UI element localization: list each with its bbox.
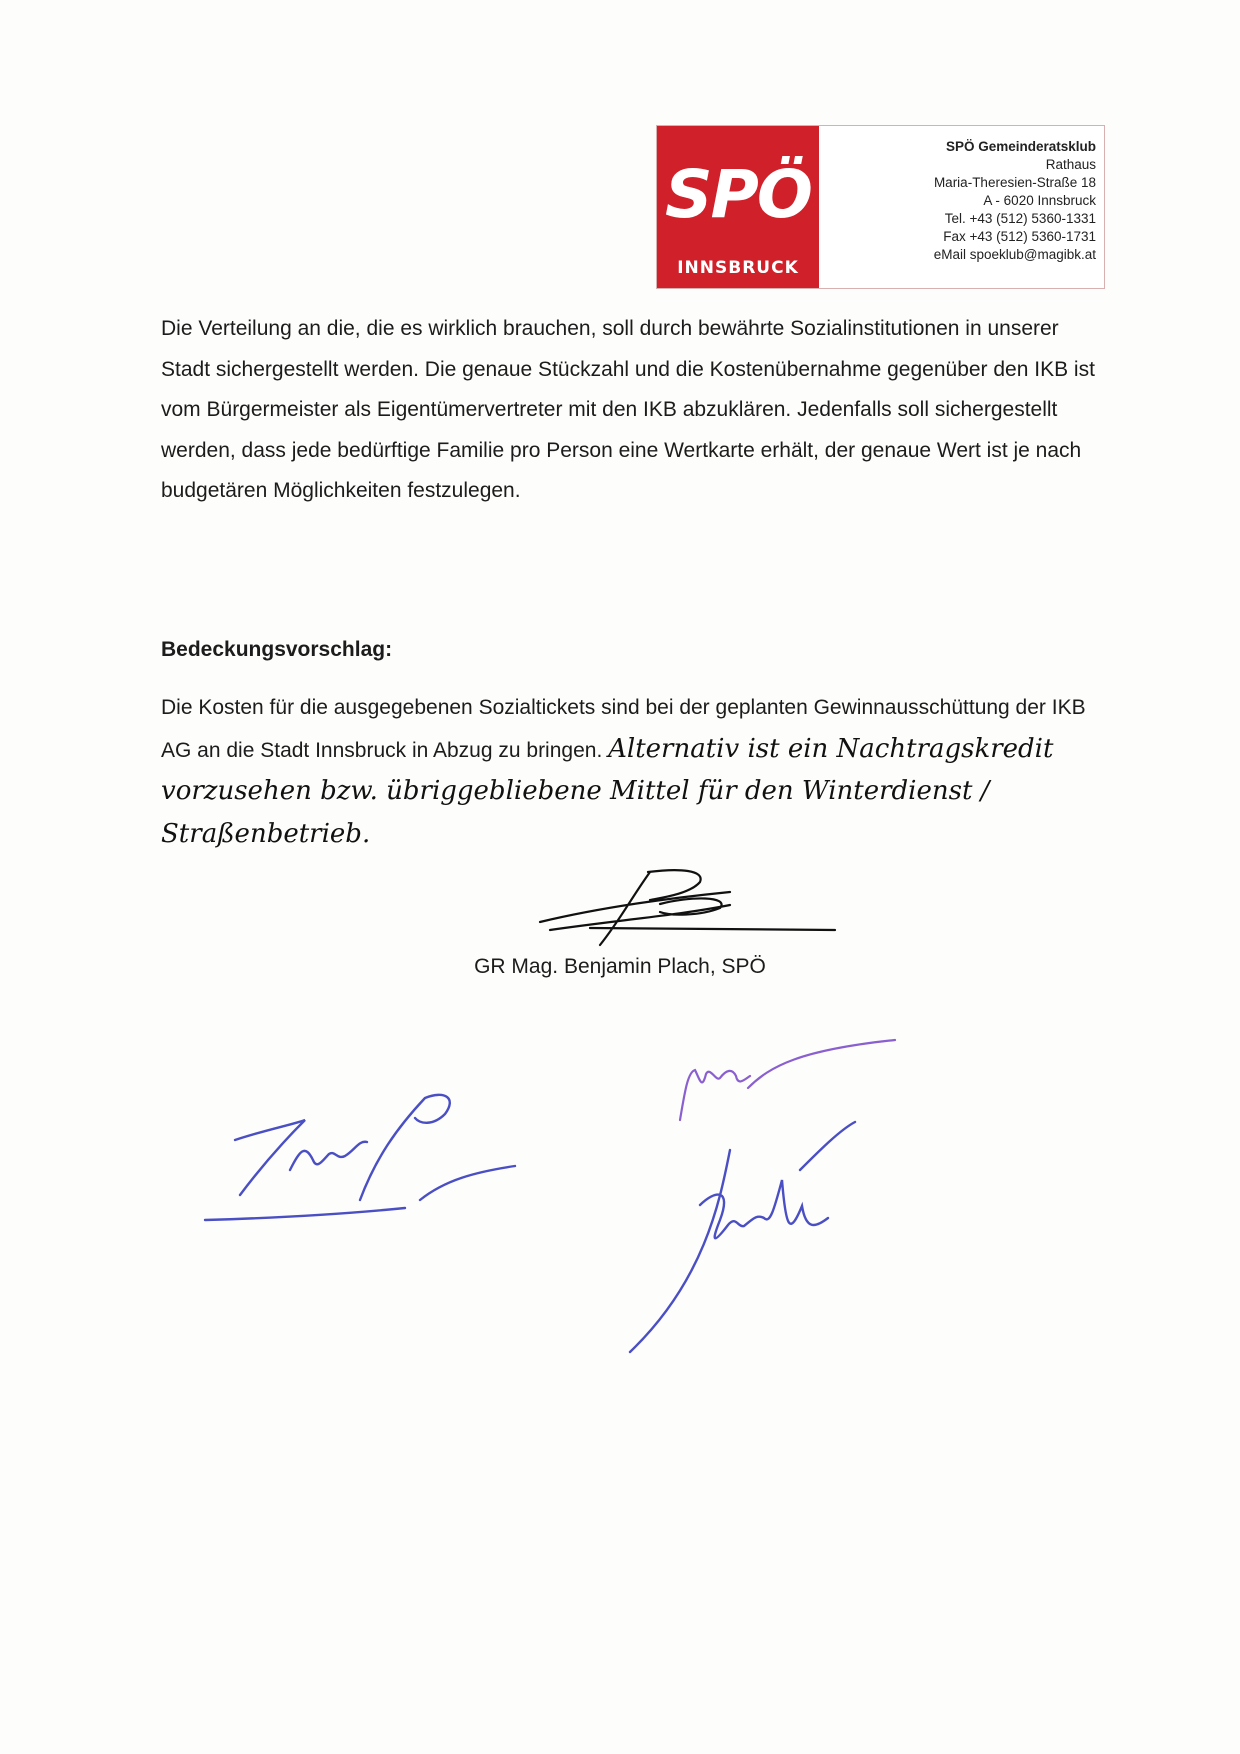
signer-name: GR Mag. Benjamin Plach, SPÖ	[474, 955, 766, 978]
body-paragraph: Die Verteilung an die, die es wirklich brauchen, soll durch bewährte Sozialinstitutionen in unserer Stadt sichergestellt werden. Die genaue Stückzahl und die Kostenübernahme gegenüber den IKB ist vom Bürgermeister als Eigentümervertreter mit den IKB abzuklären. Jedenfalls soll sichergestellt werden, dass jede bedürftige Familie pro Person eine Wertkarte erhält, der genaue Wert ist je nach budgetären Möglichkeiten festzulegen.	[161, 317, 1095, 502]
address-line: Tel. +43 (512) 5360-1331	[944, 211, 1096, 226]
logo-city: INNSBRUCK	[677, 258, 799, 278]
address-line: eMail spoeklub@magibk.at	[933, 247, 1096, 262]
signature-plach	[530, 860, 850, 950]
section-heading: Bedeckungsvorschlag:	[161, 638, 393, 661]
coverage-paragraph	[161, 688, 1099, 856]
signature-right	[620, 1030, 920, 1360]
spoe-logo	[657, 126, 819, 288]
address-line: Fax +43 (512) 5360-1731	[943, 229, 1096, 244]
handwritten-addition: Alternativ ist ein Nachtragskredit vorzusehen bzw. übriggebliebene Mittel für den Winterdienst / Straßenbetrieb.	[161, 733, 1054, 849]
address-line: Rathaus	[1045, 157, 1096, 172]
logo-word: SPÖ	[664, 156, 811, 233]
letterhead	[656, 125, 1105, 289]
address-block	[819, 126, 1104, 288]
signature-left	[195, 1080, 535, 1230]
address-line: Maria-Theresien-Straße 18	[933, 175, 1096, 190]
address-line: SPÖ Gemeinderatsklub	[945, 139, 1096, 154]
address-line: A - 6020 Innsbruck	[983, 193, 1096, 208]
typed-text: Die Kosten für die ausgegebenen Sozialtickets sind bei der geplanten Gewinnausschüttung der IKB AG an die Stadt Innsbruck in Abzug zu bringen.	[161, 696, 1086, 762]
